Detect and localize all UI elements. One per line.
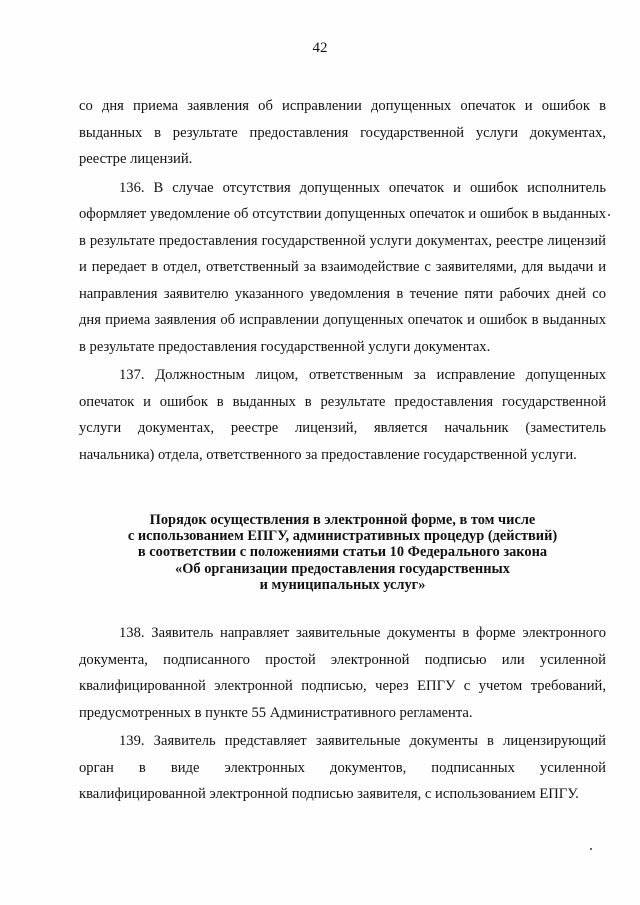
- heading-line: Порядок осуществления в электронной форме, в том числе: [149, 512, 536, 528]
- paragraph-137: 137. Должностным лицом, ответственным за исправление допущенных опечаток и ошибок в выданных в результате предоставления государственной услуги документах, реестре лицензий, является начальник (заместитель начальника) отдела, ответственного за предоставление государственной услуги.: [79, 367, 606, 463]
- bottom-text-block: [79, 620, 606, 808]
- paragraph-continuation: со дня приема заявления об исправлении допущенных опечаток и ошибок в выданных в результате предоставления государственной услуги документах, реестре лицензий.: [79, 98, 606, 167]
- heading-line: «Об организации предоставления государственных: [175, 560, 510, 577]
- heading-line: в соответствии с положениями статьи 10 Федерального закона: [137, 544, 548, 561]
- heading-line: и муниципальных услуг»: [259, 576, 426, 593]
- page-number: 42: [312, 40, 328, 56]
- top-text-block: [79, 93, 606, 468]
- paragraph-139: 139. Заявитель представляет заявительные документы в лицензирующий орган в виде электронных документов, подписанных усиленной квалифицированной электронной подписью заявителя, с использованием ЕПГУ.: [79, 733, 606, 802]
- scan-speck: [590, 848, 592, 850]
- scan-speck: [608, 214, 610, 216]
- heading-line: с использованием ЕПГУ, административных процедур (действий): [127, 528, 558, 545]
- paragraph-138: 138. Заявитель направляет заявительные документы в форме электронного документа, подписанного простой электронной подписью или усиленной квалифицированной электронной подписью, через ЕПГУ с учетом требований, предусмотренных в пункте 55 Административного регламента.: [79, 625, 606, 721]
- section-heading: [79, 512, 606, 593]
- paragraph-136: 136. В случае отсутствия допущенных опечаток и ошибок исполнитель оформляет уведомление об отсутствии допущенных опечаток и ошибок в выданных в результате предоставления государственной услуги документах, реестре лицензий и передает в отдел, ответственный за взаимодействие с заявителями, для выдачи и направления заявителю указанного уведомления в течение пяти рабочих дней со дня приема заявления об исправлении допущенных опечаток и ошибок в выданных в результате предоставления государственной услуги документах.: [79, 179, 606, 355]
